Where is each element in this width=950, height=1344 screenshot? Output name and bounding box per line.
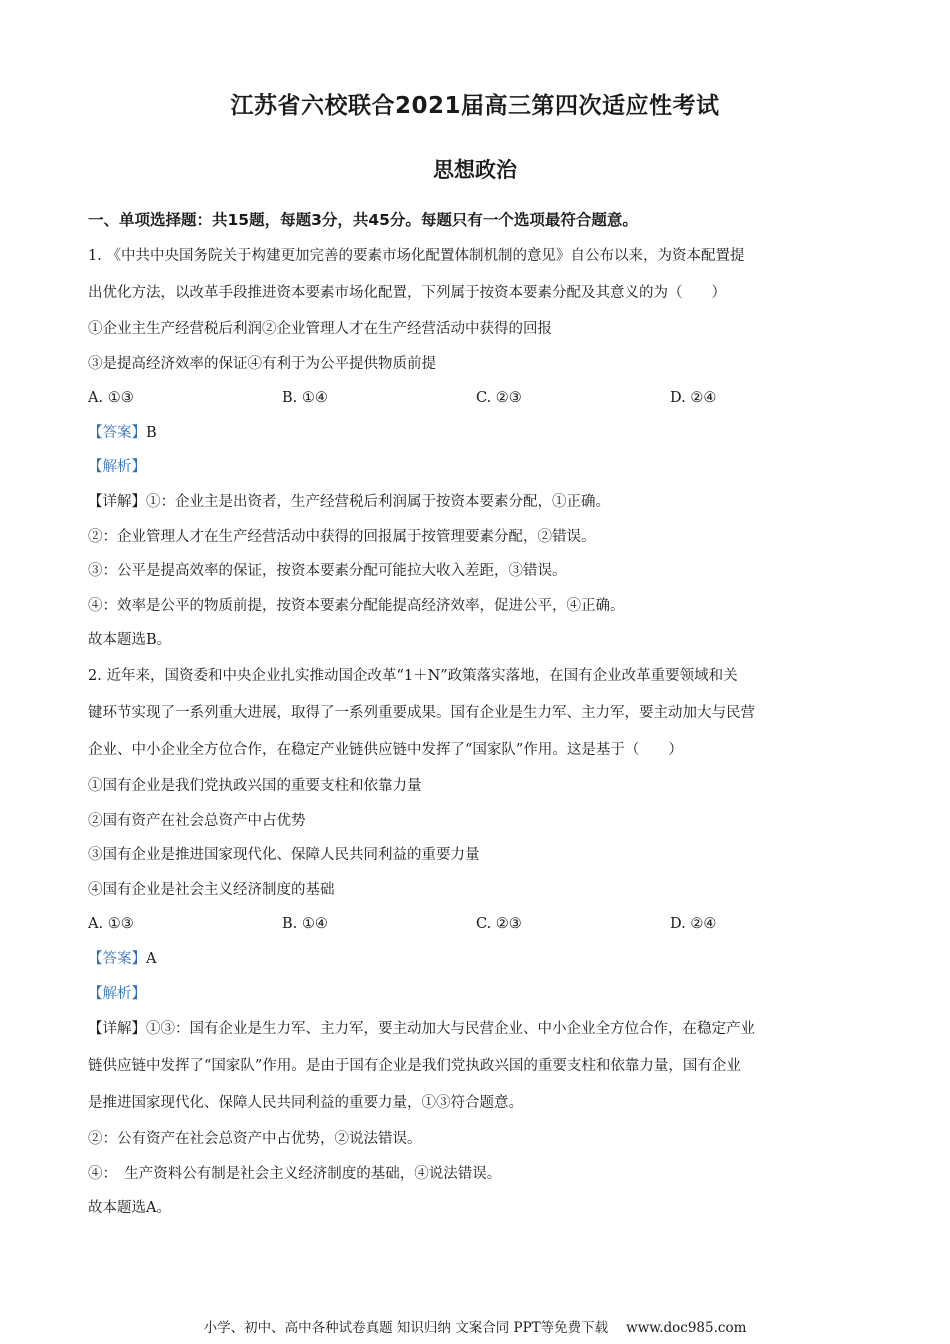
analysis-tag: 【解析】 (88, 459, 146, 476)
analysis-line: ④： 生产资料公有制是社会主义经济制度的基础，④说法错误。 (88, 1165, 502, 1182)
question-stem-line: 1. 《中共中央国务院关于构建更加完善的要素市场化配置体制机制的意见》自公布以来，为资本配置提 (88, 248, 745, 264)
answer-tag: 【答案】 (88, 424, 146, 441)
exam-subject: 思想政治 (433, 158, 517, 182)
analysis-heading-line (88, 977, 870, 1012)
answer-line (88, 416, 870, 451)
answer-value: A (146, 950, 157, 967)
statement-line: ④国有企业是社会主义经济制度的基础 (88, 881, 335, 898)
exam-title: 江苏省六校联合2021届高三第四次适应性考试 (230, 93, 720, 119)
answer-tag: 【答案】 (88, 950, 146, 967)
question-2 (88, 658, 870, 1226)
analysis-text: ①③：国有企业是生力军、主力军，要主动加大与民营企业、中小企业全方位合作，在稳定产业 (146, 1021, 755, 1038)
analysis-tag: 【解析】 (88, 985, 146, 1002)
analysis-line (88, 1011, 870, 1048)
analysis-line: ③：公平是提高效率的保证，按资本要素分配可能拉大收入差距，③错误。 (88, 563, 567, 580)
option-d: D. ②④ (670, 390, 717, 407)
option-b: B. ①④ (282, 916, 328, 933)
statement-line: ②国有资产在社会总资产中占优势 (88, 812, 306, 829)
footer-site-link[interactable]: www.doc985.com (626, 1320, 747, 1336)
option-c: C. ②③ (476, 390, 522, 407)
option-a: A. ①③ (88, 390, 134, 407)
analysis-line: ④：效率是公平的物质前提，按资本要素分配能提高经济效率，促进公平，④正确。 (88, 597, 625, 614)
option-d: D. ②④ (670, 916, 717, 933)
detail-tag: 【详解】 (88, 493, 146, 510)
footer-text: 小学、初中、高中各种试卷真题 知识归纳 文案合同 PPT等免费下载 (203, 1320, 609, 1336)
question-stem-line: 企业、中小企业全方位合作，在稳定产业链供应链中发挥了“国家队”作用。这是基于（ ） (88, 741, 683, 758)
analysis-line (88, 485, 870, 520)
answer-options (88, 381, 870, 416)
option-b: B. ①④ (282, 390, 328, 407)
analysis-heading-line (88, 450, 870, 485)
option-c: C. ②③ (476, 916, 522, 933)
analysis-line: 故本题选A。 (88, 1200, 171, 1217)
analysis-line: ②：企业管理人才在生产经营活动中获得的回报属于按管理要素分配，②错误。 (88, 528, 596, 545)
answer-line (88, 942, 870, 977)
option-a: A. ①③ (88, 916, 134, 933)
question-stem-line: 出优化方法，以改革手段推进资本要素市场化配置，下列属于按资本要素分配及其意义的为（ ） (88, 285, 726, 301)
answer-value: B (146, 424, 157, 441)
analysis-line: 故本题选B。 (88, 632, 172, 649)
analysis-text: ①：企业主是出资者，生产经营税后利润属于按资本要素分配，①正确。 (146, 493, 610, 510)
question-list (88, 238, 870, 1226)
question-stem-line: 2. 近年来，国资委和中央企业扎实推动国企改革“1＋N”政策落实落地，在国有企业改革重要领域和关 (88, 667, 738, 684)
question-1 (88, 238, 870, 658)
statement-line: ①国有企业是我们党执政兴国的重要支柱和依靠力量 (88, 777, 422, 794)
analysis-line: 链供应链中发挥了“国家队”作用。是由于国有企业是我们党执政兴国的重要支柱和依靠力量，国有企业 (88, 1058, 741, 1075)
statement-line: ③国有企业是推进国家现代化、保障人民共同利益的重要力量 (88, 847, 480, 864)
detail-tag: 【详解】 (88, 1021, 146, 1038)
answer-options (88, 907, 870, 942)
statement-line: ③是提高经济效率的保证④有利于为公平提供物质前提 (88, 355, 436, 372)
question-stem-line: 键环节实现了一系列重大进展，取得了一系列重要成果。国有企业是生力军、主力军，要主动加大与民营 (88, 704, 755, 721)
analysis-line: 是推进国家现代化、保障人民共同利益的重要力量，①③符合题意。 (88, 1095, 523, 1112)
section-heading: 一、单项选择题：共15题，每题3分，共45分。每题只有一个选项最符合题意。 (88, 211, 638, 229)
page-footer (0, 1318, 950, 1338)
statement-line: ①企业主生产经营税后利润②企业管理人才在生产经营活动中获得的回报 (88, 321, 552, 337)
analysis-line: ②：公有资产在社会总资产中占优势，②说法错误。 (88, 1131, 422, 1148)
